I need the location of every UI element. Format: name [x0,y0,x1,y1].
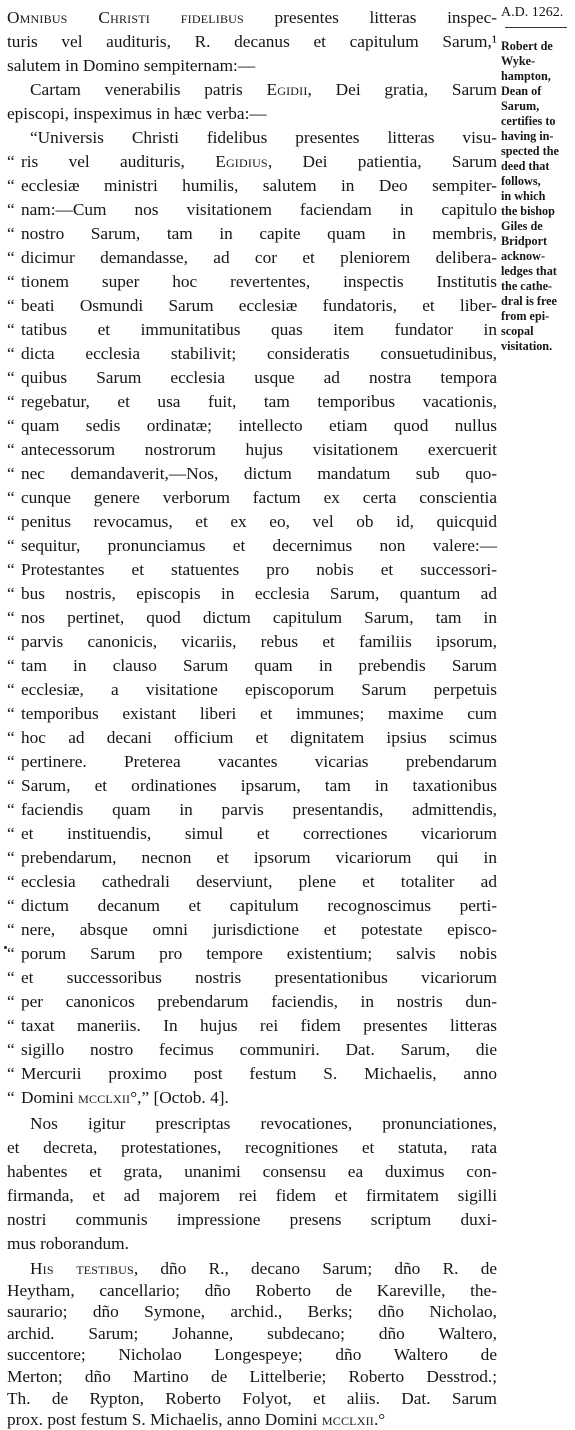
text-line: “ dictum decanum et capitulum recognoscimus perti- [7,896,497,915]
margin-note-line: visitation. [501,339,553,353]
margin-note-line: from epi- [501,309,550,323]
text-line: Nos igitur prescriptas revocationes, pronunciationes, [30,1114,497,1133]
text-line: Th. de Rypton, Roberto Folyot, et aliis. Dat. Sarum [7,1388,497,1408]
text-line: “ quam sedis ordinatæ; intellecto etiam quod nullus [7,416,497,435]
margin-note-line: dral is free [501,294,557,308]
text-line: “ nam:—Cum nos visitationem faciendam in capitulo [7,200,497,219]
margin-note-line: scopal [501,324,534,338]
text-line: Heytham, cancellario; dño Roberto de Kareville, the- [7,1280,497,1300]
text-line: “ dicta ecclesia stabilivit; consideratis consuetudinibus, [7,344,497,363]
margin-note-line: Wyke- [501,54,536,68]
text-line: Omnibus Christi fidelibus presentes litteras inspec- [7,8,497,27]
margin-note-line: ledges that [501,264,557,278]
text-line: salutem in Domino sempiternam:— [7,56,256,75]
text-line: et decreta, protestationes, recognitiones et statuta, rata [7,1138,497,1157]
text-line: “ bus nostris, episcopis in ecclesia Sarum, quantum ad [7,584,497,603]
text-line: “ et successoribus nostris presentationibus vicariorum [7,968,497,987]
text-line: “ tatibus et immunitatibus quas item fundator in [7,320,497,339]
date-header: A.D. 1262. [501,5,564,20]
text-line: “ et instituendis, simul et correctiones vicariorum [7,824,497,843]
text-line: archid. Sarum; Johanne, subdecano; dño Waltero, [7,1323,497,1343]
text-line: “ antecessorum nostrorum hujus visitationem exercuerit [7,440,497,459]
margin-note-line: the bishop [501,204,555,218]
text-line: turis vel audituris, R. decanus et capitulum Sarum,¹ [7,32,497,51]
text-line: succentore; Nicholao Longespeye; dño Waltero de [7,1345,497,1365]
text-line: “ pertinere. Preterea vacantes vicarias prebendarum [7,752,497,771]
text-line: “ penitus revocamus, et ex eo, vel ob id, quicquid [7,512,497,531]
margin-note-line: Robert de [501,39,553,53]
text-line: “ dicimur demandasse, ad cor et pleniorem delibera- [7,248,497,267]
text-line: “ ecclesiæ, a visitatione episcoporum Sarum perpetuis [7,680,497,699]
margin-note-line: spected the [501,144,559,158]
text-line: “ sequitur, pronunciamus et decernimus non valere:— [7,536,497,555]
text-line: episcopi, inspeximus in hæc verba:— [7,104,267,123]
margin-note-line: Bridport [501,234,548,248]
text-line: firmanda, et ad majorem rei fidem et firmitatem sigilli [7,1186,497,1205]
text-line: “ faciendis quam in parvis presentandis, admittendis, [7,800,497,819]
text-line: “ hoc ad decani officium et dignitatem ipsius scimus [7,728,497,747]
margin-note-line: hampton, [501,69,551,83]
text-line: “ ris vel audituris, Egidius, Dei patientia, Sarum [7,152,498,171]
text-line: habentes et grata, unanimi consensu ea duximus con- [7,1162,497,1181]
text-line: “ per canonicos prebendarum faciendis, in nostris dun- [7,992,497,1011]
text-line: “ ecclesiæ ministri humilis, salutem in Deo sempiter- [7,176,497,195]
margin-note-line: acknow- [501,249,546,263]
text-line: “ Sarum, et ordinationes ipsarum, tam in taxationibus [7,776,497,795]
text-line: “ tionem super hoc revertentes, inspectis Institutis [7,272,497,291]
text-line: “Universis Christi fidelibus presentes litteras visu- [30,128,497,147]
text-line: “ taxat maneriis. In hujus rei fidem presentes litteras [7,1016,497,1035]
text-line: “ temporibus existant liberi et immunes; maxime cum [7,704,497,723]
text-line: “ parvis canonicis, vicariis, rebus et familiis ipsorum, [7,632,497,651]
text-line: mus roborandum. [7,1234,129,1253]
text-line: saurario; dño Symone, archid., Berks; dño Nicholao, [7,1302,497,1322]
text-line: “ beati Osmundi Sarum ecclesiæ fundatoris, et liber- [7,296,497,315]
text-line: His testibus, dño R., decano Sarum; dño R. de [30,1259,498,1278]
date-rule [505,27,567,28]
text-line: “ cunque genere verborum factum ex certa conscientia [7,488,497,507]
margin-note-line: Giles de [501,219,543,233]
margin-note-line: the cathe- [501,279,553,293]
text-line: “ nostro Sarum, tam in capite quam in membris, [7,224,497,243]
margin-note-line: having in- [501,129,554,143]
text-line: “ nec demandaverit,—Nos, dictum mandatum sub quo- [7,464,497,483]
text-line: “ tam in clauso Sarum quam in prebendis Sarum [7,656,497,675]
text-line: “ sigillo nostro fecimus communiri. Dat. Sarum, die [7,1040,497,1059]
text-line: “ nos pertinet, quod dictum capitulum Sarum, tam in [7,608,497,627]
margin-note-line: Dean of [501,84,542,98]
text-line: “ quibus Sarum ecclesia usque ad nostra tempora [7,368,497,387]
text-line: “ Protestantes et statuentes pro nobis et successori- [7,560,497,579]
margin-note-line: in which [501,189,546,203]
ink-speck [4,946,7,949]
margin-note-line: certifies to [501,114,556,128]
text-line: “ nere, absque omni jurisdictione et potestate episco- [7,920,497,939]
text-line: Cartam venerabilis patris Egidii, Dei gratia, Sarum [30,80,497,99]
text-line: “ Domini mcclxii°,” [Octob. 4]. [7,1088,229,1107]
text-line: nostri communis impressione presens scriptum duxi- [7,1210,497,1229]
text-line: “ regebatur, et usa fuit, tam temporibus vacationis, [7,392,497,411]
text-line: Merton; dño Martino de Littelberie; Roberto Desstrod.; [7,1367,497,1386]
margin-note-line: follows, [501,174,541,188]
margin-note-line: deed that [501,159,550,173]
text-line: prox. post festum S. Michaelis, anno Domini mcclxii.° [7,1410,386,1430]
text-line: “ ecclesia cathedrali deserviunt, plene et totaliter ad [7,872,497,891]
margin-note-line: Sarum, [501,99,540,113]
text-line: “ porum Sarum pro tempore existentium; salvis nobis [7,944,497,963]
text-line: “ Mercurii proximo post festum S. Michaelis, anno [7,1064,497,1083]
text-line: “ prebendarum, necnon et ipsorum vicariorum qui in [7,848,497,867]
